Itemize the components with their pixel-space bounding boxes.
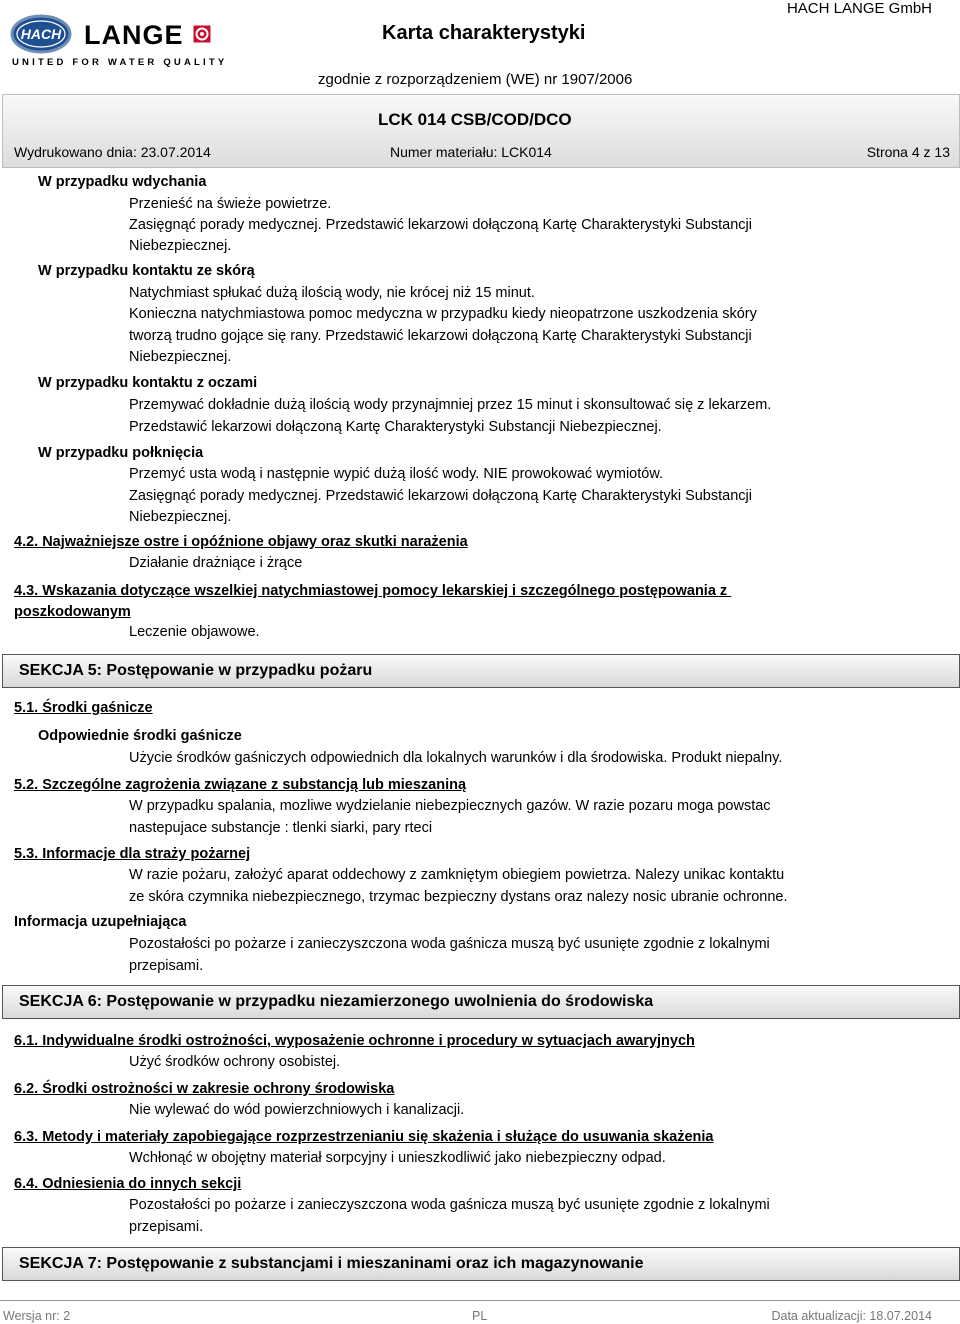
subsection-5-3-heading: 5.3. Informacje dla straży pożarnej <box>14 846 251 862</box>
ingestion-heading: W przypadku połknięcia <box>38 445 204 461</box>
eye-line: Przedstawić lekarzowi dołączoną Kartę Charakterystyki Substancji Niebezpiecznej. <box>129 419 662 435</box>
subsection-5-1-subheading: Odpowiednie środki gaśnicze <box>38 728 242 744</box>
product-name: LCK 014 CSB/COD/DCO <box>378 110 572 129</box>
skin-heading: W przypadku kontaktu ze skórą <box>38 263 255 279</box>
subsection-6-3-heading: 6.3. Metody i materiały zapobiegające rozprzestrzenianiu się skażenia i służące do usuwania skażenia <box>14 1129 714 1145</box>
skin-line: Konieczna natychmiastowa pomoc medyczna w przypadku kiedy nieopatrzone uszkodzenia skóry <box>129 306 757 322</box>
subsection-4-2-heading: 4.2. Najważniejsze ostre i opóźnione objawy oraz skutki narażenia <box>14 534 468 550</box>
section-7-bar <box>2 1247 960 1281</box>
ingestion-line: Niebezpiecznej. <box>129 509 232 525</box>
footer-divider <box>0 1300 960 1301</box>
section-7-title: SEKCJA 7: Postępowanie z substancjami i mieszaninami oraz ich magazynowanie <box>19 1255 644 1272</box>
subsection-5-2-line: nastepujace substancje : tlenki siarki, pary rteci <box>129 820 433 836</box>
subsection-4-3-heading-cont: poszkodowanym <box>14 604 131 620</box>
subsection-5-3-line: W razie pożaru, założyć aparat oddechowy z zamkniętym obiegiem powietrza. Nalezy unikac kontaktu <box>129 867 785 883</box>
subsection-6-1-text: Użyć środków ochrony osobistej. <box>129 1054 341 1070</box>
hach-oval-icon <box>10 14 72 54</box>
section-6-bar <box>2 985 960 1019</box>
inhalation-line: Przenieść na świeże powietrze. <box>129 196 332 212</box>
subsection-5-2-line: W przypadku spalania, mozliwe wydzielanie niebezpiecznych gazów. W razie pozaru moga powstac <box>129 798 771 814</box>
inhalation-line: Niebezpiecznej. <box>129 238 232 254</box>
subsection-6-1-heading: 6.1. Indywidualne środki ostrożności, wyposażenie ochronne i procedury w sytuacjach awaryjnych <box>14 1033 695 1049</box>
print-date: Wydrukowano dnia: 23.07.2014 <box>14 144 211 160</box>
subsection-6-4-line: przepisami. <box>129 1219 204 1235</box>
version-number: Wersja nr: 2 <box>3 1309 71 1323</box>
lange-mark-icon <box>193 25 211 43</box>
additional-info-heading: Informacja uzupełniająca <box>14 914 187 930</box>
subsection-5-3-line: ze skóra czymnika niebezpiecznego, trzymac bezpieczny dystans oraz nalezy nosic ubranie ochronne. <box>129 889 788 905</box>
subsection-5-1-text: Użycie środków gaśniczych odpowiednich dla lokalnych warunków i dla środowiska. Produkt niepalny. <box>129 750 783 766</box>
subsection-4-3-heading: 4.3. Wskazania dotyczące wszelkiej natychmiastowej pomocy lekarskiej i szczególnego postępowania z <box>14 583 732 599</box>
ingestion-line: Zasięgnąć porady medycznej. Przedstawić lekarzowi dołączoną Kartę Charakterystyki Substancji <box>129 488 752 504</box>
eye-heading: W przypadku kontaktu z oczami <box>38 375 258 391</box>
material-number: Numer materiału: LCK014 <box>390 144 552 160</box>
skin-line: tworzą trudno gojące się rany. Przedstawić lekarzowi dołączoną Kartę Charakterystyki Substancji <box>129 328 752 344</box>
language-code: PL <box>472 1309 488 1323</box>
subsection-4-2-text: Działanie drażniące i żrące <box>129 555 303 571</box>
subsection-6-4-line: Pozostałości po pożarze i zanieczyszczona woda gaśnicza muszą być usunięte zgodnie z lokalnymi <box>129 1197 770 1213</box>
subsection-5-1-heading: 5.1. Środki gaśnicze <box>14 700 153 716</box>
subsection-6-2-heading: 6.2. Środki ostrożności w zakresie ochrony środowiska <box>14 1081 395 1097</box>
section-5-title: SEKCJA 5: Postępowanie w przypadku pożaru <box>19 662 373 679</box>
subsection-6-3-text: Wchłonąć w obojętny materiał sorpcyjny i unieszkodliwić jako niebezpieczny odpad. <box>129 1150 666 1166</box>
additional-info-line: przepisami. <box>129 958 204 974</box>
page-number: Strona 4 z 13 <box>866 144 950 160</box>
hach-oval-text: HACH <box>20 26 62 42</box>
skin-line: Natychmiast spłukać dużą ilością wody, nie krócej niż 15 minut. <box>129 285 535 301</box>
company-name: HACH LANGE GmbH <box>786 0 932 17</box>
inhalation-heading: W przypadku wdychania <box>38 174 207 190</box>
regulation-text: zgodnie z rozporządzeniem (WE) nr 1907/2006 <box>318 71 633 88</box>
document-title: Karta charakterystyki <box>382 22 586 44</box>
section-5-bar <box>2 654 960 688</box>
additional-info-line: Pozostałości po pożarze i zanieczyszczona woda gaśnicza muszą być usunięte zgodnie z lokalnymi <box>129 936 770 952</box>
subsection-4-3-text: Leczenie objawowe. <box>129 624 260 640</box>
eye-line: Przemywać dokładnie dużą ilością wody przynajmniej przez 15 minut i skonsultować się z lekarzem. <box>129 397 772 413</box>
subsection-6-4-heading: 6.4. Odniesienia do innych sekcji <box>14 1176 242 1192</box>
subsection-6-2-text: Nie wylewać do wód powierzchniowych i kanalizacji. <box>129 1102 465 1118</box>
section-6-title: SEKCJA 6: Postępowanie w przypadku niezamierzonego uwolnienia do środowiska <box>19 993 654 1010</box>
tagline: UNITED FOR WATER QUALITY <box>12 57 228 68</box>
ingestion-line: Przemyć usta wodą i następnie wypić dużą ilość wody. NIE prowokować wymiotów. <box>129 466 664 482</box>
skin-line: Niebezpiecznej. <box>129 349 232 365</box>
subsection-5-2-heading: 5.2. Szczególne zagrożenia związane z substancją lub mieszaniną <box>14 777 467 793</box>
inhalation-line: Zasięgnąć porady medycznej. Przedstawić lekarzowi dołączoną Kartę Charakterystyki Substancji <box>129 217 752 233</box>
brand-lange: LANGE <box>84 20 184 50</box>
update-date: Data aktualizacji: 18.07.2014 <box>771 1309 932 1323</box>
